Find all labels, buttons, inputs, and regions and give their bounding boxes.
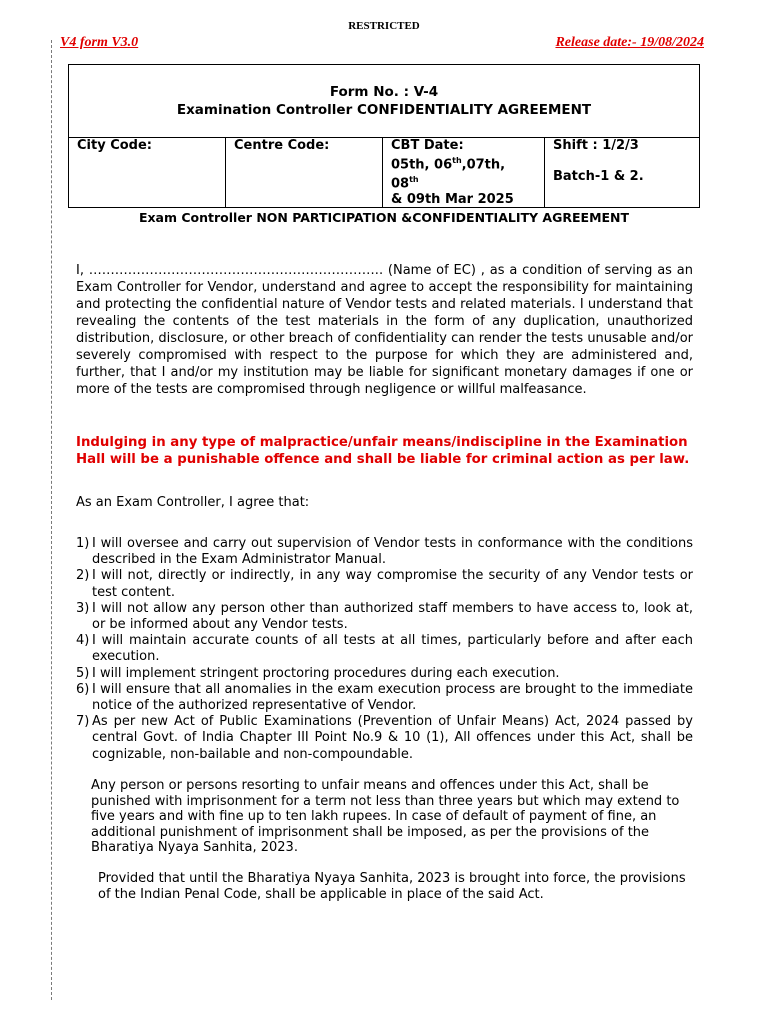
agree-intro: As an Exam Controller, I agree that: (76, 495, 310, 510)
list-item: 5) I will implement stringent proctoring procedures during each execution. (76, 665, 560, 681)
intro-paragraph: I, ………………………………………………………….. (Name of EC) , as a condition of serving as an Exam Controller for Vendor, understand and agree to accept the responsibility for maintaining and protecting the confidential nature of Vendor tests and related materials. I understand that revealing the contents of the test materials in the form of any duplication, unauthorized distribution, disclosure, or other breach of confidentiality can render the tests unusable and/or severely compromised with respect to the purpose for which they are administered and, further, that I and/or my institution may be liable for significant monetary damages if one or more of the tests are compromised through negligence or willful malfeasance. (76, 263, 693, 397)
left-margin-dashed-line (51, 40, 52, 1000)
centre-code-cell[interactable] (226, 138, 383, 208)
centre-code-label: Centre Code: (234, 138, 330, 153)
act-paragraph: Any person or persons resorting to unfair means and offences under this Act, shall be punished with imprisonment for a term not less than three years but which may extend to five years and with fine up to ten lakh rupees. In case of default of payment of fine, an additional punishment of imprisonment shall be imposed, as per the provisions of the Bharatiya Nyaya Sanhita, 2023. (91, 778, 680, 855)
restricted-label: RESTRICTED (348, 20, 420, 32)
proviso-paragraph: Provided that until the Bharatiya Nyaya Sanhita, 2023 is brought into force, the provisions of the Indian Penal Code, shall be applicable in place of the said Act. (98, 871, 686, 902)
list-item: 3) I will not allow any person other than authorized staff members to have access to, look at, or be informed about any Vendor tests. (76, 600, 693, 633)
batch-label: Batch-1 & 2. (553, 169, 644, 184)
city-code-cell[interactable] (69, 138, 226, 208)
cbt-date-cell (383, 138, 545, 208)
form-number: Form No. : V-4 (329, 84, 439, 100)
list-item: 2) I will not, directly or indirectly, in any way compromise the security of any Vendor tests or test content. (76, 568, 693, 600)
shift-label: Shift : 1/2/3 (553, 138, 639, 153)
terms-list (76, 536, 693, 763)
city-code-label: City Code: (77, 138, 153, 153)
release-date: Release date:- 19/08/2024 (555, 35, 704, 50)
shift-batch-cell (545, 138, 700, 208)
list-item: 7) As per new Act of Public Examinations (Prevention of Unfair Means) Act, 2024 passed by central Govt. of India Chapter III Point No.9 & 10 (1), All offences under this Act, shall be cognizable, non-bailable and non-compoundable. (76, 714, 693, 762)
warning-text: Indulging in any type of malpractice/unfair means/indiscipline in the Examination Hall will be a punishable offence and shall be liable for criminal action as per law. (76, 435, 690, 467)
cbt-date-label: CBT Date: (391, 138, 464, 153)
cbt-dates: 05th, 06th,07th, 08th (391, 156, 506, 192)
list-item: 1) I will oversee and carry out supervision of Vendor tests in conformance with the conditions described in the Exam Administrator Manual. (76, 536, 693, 568)
form-title-cell (69, 65, 700, 138)
form-header-table (68, 64, 700, 208)
cbt-dates-line2: & 09th Mar 2025 (391, 191, 514, 207)
list-item: 6) I will ensure that all anomalies in the exam execution process are brought to the immediate notice of the authorized representative of Vendor. (76, 681, 693, 714)
form-version: V4 form V3.0 (60, 35, 139, 50)
agreement-heading: Exam Controller NON PARTICIPATION &CONFIDENTIALITY AGREEMENT (138, 210, 630, 225)
form-title: Examination Controller CONFIDENTIALITY AGREEMENT (176, 102, 592, 118)
list-item: 4) I will maintain accurate counts of all tests at all times, particularly before and after each execution. (76, 633, 693, 665)
